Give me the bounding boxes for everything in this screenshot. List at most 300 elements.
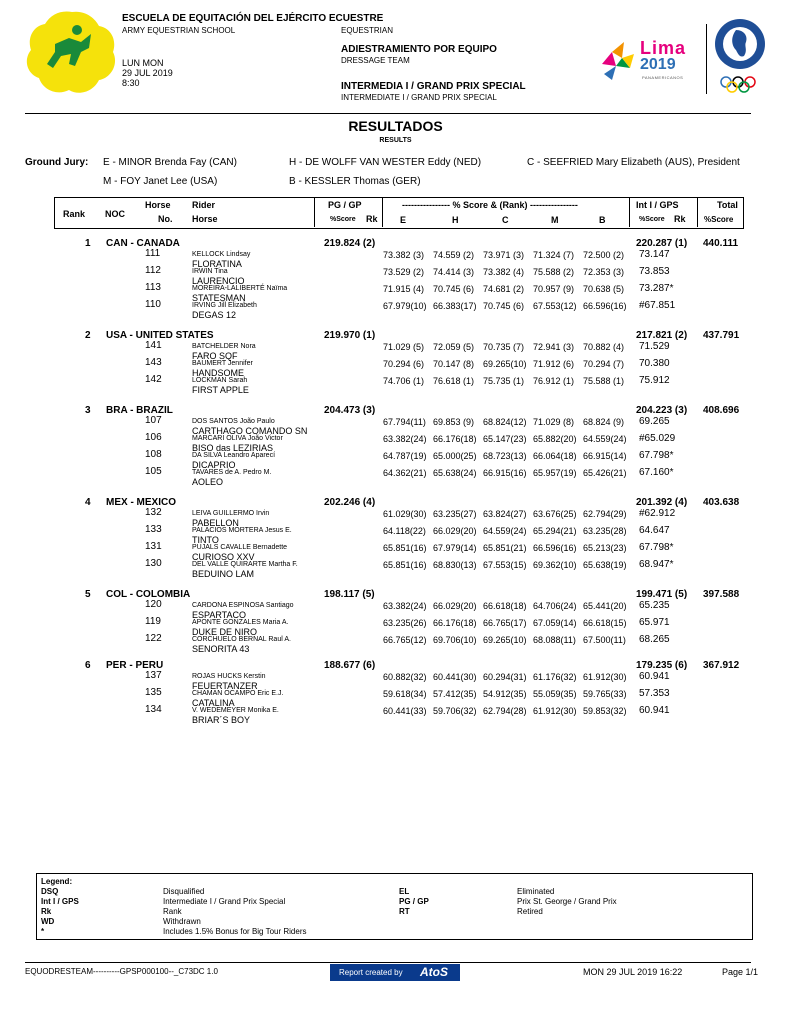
rider-name: PALACIOS MORTERA Jesus E.	[192, 527, 292, 534]
jury-c: C - SEEFRIED Mary Elizabeth (AUS), President	[527, 157, 740, 168]
judge-b-score: 62.794(29)	[583, 509, 627, 519]
horse-name: STATESMAN	[192, 293, 246, 303]
team-noc: BRA - BRAZIL	[106, 405, 173, 416]
horse-name: BEDUINO LAM	[192, 569, 255, 579]
rider-score: 75.912	[639, 375, 670, 386]
judge-m-score: 72.941 (3)	[533, 342, 575, 352]
page-title: RESULTADOS	[348, 118, 443, 134]
judge-e-score: 63.382(24)	[383, 601, 427, 611]
rider-score: 64.647	[639, 525, 670, 536]
team-intgps: 220.287 (1)	[636, 238, 688, 249]
judge-m-score: 61.912(30)	[533, 706, 577, 716]
horse-name: HANDSOME	[192, 368, 245, 378]
col-int-score: %Score	[639, 216, 665, 223]
footer-rule	[25, 962, 751, 963]
legend	[36, 873, 753, 940]
rider-row	[0, 374, 791, 395]
horse-name: FIRST APPLE	[192, 385, 249, 395]
org-title: ESCUELA DE EQUITACIÓN DEL EJÉRCITO ECUESTRE	[122, 13, 384, 24]
rider-row	[0, 633, 791, 654]
lima-sub: PANAMERICANOS	[642, 75, 684, 80]
col-total-score: %Score	[704, 215, 734, 224]
legend-desc: Withdrawn	[163, 917, 201, 926]
atos-badge	[330, 964, 460, 981]
judge-m-score: 76.912 (1)	[533, 376, 575, 386]
team-rank: 6	[85, 660, 91, 671]
judge-m-score: 65.882(20)	[533, 434, 577, 444]
judge-m-score: 71.324 (7)	[533, 250, 575, 260]
rider-name: V. WEDEMEYER Monika E.	[192, 707, 279, 714]
team-noc: MEX - MEXICO	[106, 497, 177, 508]
legend-desc: Rank	[163, 907, 182, 916]
judge-m-score: 55.059(35)	[533, 689, 577, 699]
col-c: C	[502, 215, 509, 225]
horse-number: 106	[145, 432, 162, 443]
team-rank: 1	[85, 238, 91, 249]
judge-c-score: 66.618(18)	[483, 601, 527, 611]
team-intgps: 217.821 (2)	[636, 330, 688, 341]
horse-name: DICAPRIO	[192, 460, 236, 470]
team-noc: COL - COLOMBIA	[106, 589, 191, 600]
rider-row	[0, 558, 791, 579]
legend-code: RT	[399, 907, 410, 916]
col-int-rk: Rk	[674, 214, 686, 224]
rider-name: CHAMAN OCAMPO Eric E.J.	[192, 690, 284, 697]
judge-b-score: 65.441(20)	[583, 601, 627, 611]
header-rule	[25, 113, 751, 114]
judge-e-score: 73.382 (3)	[383, 250, 425, 260]
judge-e-score: 71.029 (5)	[383, 342, 425, 352]
org-subtitle-2: EQUESTRIAN	[341, 26, 394, 35]
horse-number: 137	[145, 670, 162, 681]
judge-h-score: 68.830(13)	[433, 560, 477, 570]
team-total: 440.111	[703, 238, 739, 249]
col-noc: NOC	[105, 209, 125, 219]
horse-name: FEUERTANZER	[192, 681, 258, 691]
judge-e-score: 71.915 (4)	[383, 284, 425, 294]
rider-score: 67.160*	[639, 467, 674, 478]
report-created-label: Report created by	[339, 968, 403, 977]
footer-code: EQUODRESTEAM----------GPSP000100--_C73DC 1.0	[25, 967, 218, 976]
lima-wordmark: Lima	[640, 38, 687, 58]
footer-page: Page 1/1	[722, 967, 759, 977]
judge-h-score: 66.029(20)	[433, 601, 477, 611]
legend-code: WD	[41, 917, 55, 926]
team-pggp: 202.246 (4)	[324, 497, 376, 508]
horse-number: 133	[145, 524, 162, 535]
rider-score: 60.941	[639, 671, 670, 682]
jury-b: B - KESSLER Thomas (GER)	[289, 176, 421, 187]
col-rank: Rank	[63, 209, 86, 219]
judge-h-score: 65.000(25)	[433, 451, 477, 461]
judge-b-score: 65.426(21)	[583, 468, 627, 478]
page-subtitle: RESULTS	[379, 137, 412, 144]
judge-c-score: 65.851(21)	[483, 543, 527, 553]
judge-c-score: 75.735 (1)	[483, 376, 525, 386]
horse-name: FLORATINA	[192, 259, 242, 269]
horse-name: BISO das LEZIRIAS	[192, 443, 274, 453]
judge-h-score: 66.383(17)	[433, 301, 477, 311]
horse-number: 134	[145, 704, 162, 715]
team-pggp: 204.473 (3)	[324, 405, 376, 416]
rider-score: 65.971	[639, 617, 670, 628]
event-title: ADIESTRAMIENTO POR EQUIPO	[341, 44, 497, 55]
phase-title-en: INTERMEDIATE I / GRAND PRIX SPECIAL	[341, 93, 497, 102]
judge-m-score: 66.064(18)	[533, 451, 577, 461]
rider-name: CARDONA ESPINOSA Santiago	[192, 602, 294, 609]
horse-name: DUKE DE NIRO	[192, 627, 258, 637]
jury-m: M - FOY Janet Lee (USA)	[103, 176, 218, 187]
org-subtitle: ARMY EQUESTRIAN SCHOOL	[122, 26, 236, 35]
team-rank: 4	[85, 497, 91, 508]
horse-name: SENORITA 43	[192, 644, 250, 654]
judge-h-score: 69.853 (9)	[433, 417, 475, 427]
rider-row	[0, 507, 791, 528]
rider-score: 67.798*	[639, 542, 674, 553]
rider-row	[0, 670, 791, 691]
judge-c-score: 66.765(17)	[483, 618, 527, 628]
jury-label: Ground Jury:	[25, 157, 89, 168]
horse-name: CARTHAGO COMANDO SN	[192, 426, 308, 436]
horse-name: FARO SQF	[192, 351, 238, 361]
judge-b-score: 70.638 (5)	[583, 284, 625, 294]
rider-score: 68.947*	[639, 559, 674, 570]
rider-score: 68.265	[639, 634, 670, 645]
judge-c-score: 74.681 (2)	[483, 284, 525, 294]
horse-number: 119	[145, 616, 161, 627]
judge-b-score: 68.824 (9)	[583, 417, 625, 427]
legend-desc: Retired	[517, 907, 543, 916]
team-total: 437.791	[703, 330, 740, 341]
rider-name: IRVING Jill Elizabeth	[192, 302, 257, 309]
horse-number: 110	[145, 299, 161, 310]
judge-h-score: 76.618 (1)	[433, 376, 475, 386]
horse-name: DEGAS 12	[192, 310, 237, 320]
judge-b-score: 59.853(32)	[583, 706, 627, 716]
rider-row	[0, 687, 791, 708]
rider-score: 60.941	[639, 705, 670, 716]
judge-e-score: 60.441(33)	[383, 706, 427, 716]
legend-title: Legend:	[41, 877, 73, 886]
judge-e-score: 61.029(30)	[383, 509, 427, 519]
judge-m-score: 75.588 (2)	[533, 267, 575, 277]
judge-c-score: 68.723(13)	[483, 451, 527, 461]
judge-h-score: 65.638(24)	[433, 468, 477, 478]
rider-name: PUJALS CAVALLE Bernadette	[192, 544, 288, 551]
header-day: LUN MON	[122, 58, 164, 68]
rider-name: CORCHUELO BERNAL Raul A.	[192, 636, 291, 643]
rider-row	[0, 599, 791, 620]
rider-name: DEL VALLE QUIRARTE Martha F.	[192, 561, 298, 568]
judge-c-score: 73.382 (4)	[483, 267, 525, 277]
judge-c-score: 54.912(35)	[483, 689, 527, 699]
rider-score: 73.287*	[639, 283, 674, 294]
team-pggp: 198.117 (5)	[324, 589, 375, 600]
team-pggp: 219.970 (1)	[324, 330, 376, 341]
team-rank: 3	[85, 405, 91, 416]
judge-m-score: 68.088(11)	[533, 635, 576, 645]
team-noc: PER - PERU	[106, 660, 164, 671]
judge-h-score: 69.706(10)	[433, 635, 477, 645]
rider-name: DA SILVA Leandro Aparecí	[192, 452, 276, 459]
judge-m-score: 66.596(16)	[533, 543, 577, 553]
header-sep	[629, 197, 630, 227]
judge-e-score: 67.979(10)	[383, 301, 427, 311]
judge-c-score: 70.745 (6)	[483, 301, 525, 311]
judge-h-score: 70.147 (8)	[433, 359, 475, 369]
col-total: Total	[717, 200, 738, 210]
rider-row	[0, 248, 791, 269]
rider-score: #67.851	[639, 300, 676, 311]
judge-e-score: 64.118(22)	[383, 526, 426, 536]
judge-b-score: 65.213(23)	[583, 543, 627, 553]
judge-h-score: 66.176(18)	[433, 434, 477, 444]
judge-b-score: 66.915(14)	[583, 451, 627, 461]
rider-name: TAVARES de A. Pedro M.	[192, 469, 272, 476]
col-score-header: ---------------- % Score & (Rank) ----------------	[402, 200, 578, 210]
horse-number: 107	[145, 415, 162, 426]
legend-desc: Intermediate I / Grand Prix Special	[163, 897, 286, 906]
rider-score: 69.265	[639, 416, 670, 427]
horse-name: CURIOSO XXV	[192, 552, 255, 562]
horse-name: AOLEO	[192, 477, 224, 487]
col-horse-no-2: No.	[158, 214, 173, 224]
judge-h-score: 60.441(30)	[433, 672, 477, 682]
judge-h-score: 66.176(18)	[433, 618, 477, 628]
judge-h-score: 63.235(27)	[433, 509, 477, 519]
col-horse-no: Horse	[145, 200, 171, 210]
judge-b-score: 70.294 (7)	[583, 359, 625, 369]
judge-b-score: 75.588 (1)	[583, 376, 625, 386]
team-total: 408.696	[703, 405, 740, 416]
judge-e-score: 64.787(19)	[383, 451, 427, 461]
judge-h-score: 57.412(35)	[433, 689, 477, 699]
event-title-en: DRESSAGE TEAM	[341, 56, 410, 65]
rider-row	[0, 340, 791, 361]
judge-e-score: 73.529 (2)	[383, 267, 425, 277]
judge-c-score: 63.824(27)	[483, 509, 527, 519]
judge-m-score: 71.912 (6)	[533, 359, 575, 369]
horse-name: BRIAR´S BOY	[192, 715, 251, 725]
judge-e-score: 63.235(26)	[383, 618, 427, 628]
team-intgps: 179.235 (6)	[636, 660, 688, 671]
judge-h-score: 67.979(14)	[433, 543, 477, 553]
legend-desc: Includes 1.5% Bonus for Big Tour Riders	[163, 927, 307, 936]
judge-b-score: 70.882 (4)	[583, 342, 625, 352]
header-sep	[697, 197, 698, 227]
judge-c-score: 69.265(10)	[483, 635, 527, 645]
horse-number: 142	[145, 374, 162, 385]
judge-e-score: 66.765(12)	[383, 635, 427, 645]
col-pggp-score: %Score	[330, 216, 356, 223]
judge-b-score: 64.559(24)	[583, 434, 627, 444]
horse-name: PABELLON	[192, 518, 239, 528]
jury-h: H - DE WOLFF VAN WESTER Eddy (NED)	[289, 157, 482, 168]
team-rank: 2	[85, 330, 91, 341]
rider-score: #65.029	[639, 433, 676, 444]
judge-h-score: 59.706(32)	[433, 706, 477, 716]
legend-code: *	[41, 927, 45, 936]
team-total: 397.588	[703, 589, 740, 600]
team-intgps: 199.471 (5)	[636, 589, 688, 600]
rider-score: 57.353	[639, 688, 670, 699]
horse-name: ESPARTACO	[192, 610, 247, 620]
judge-h-score: 74.559 (2)	[433, 250, 475, 260]
judge-m-score: 67.059(14)	[533, 618, 577, 628]
rider-score: 73.147	[639, 249, 670, 260]
rider-name: BAUMERT Jennifer	[192, 360, 253, 367]
rider-name: KELLOCK Lindsay	[192, 251, 251, 258]
judge-m-score: 71.029 (8)	[533, 417, 575, 427]
horse-number: 130	[145, 558, 162, 569]
judge-c-score: 64.559(24)	[483, 526, 527, 536]
legend-desc: Eliminated	[517, 887, 555, 896]
panam-sports-logo	[710, 16, 770, 94]
team-pggp: 219.824 (2)	[324, 238, 376, 249]
col-m: M	[551, 215, 559, 225]
horse-number: 135	[145, 687, 162, 698]
rider-score: 65.235	[639, 600, 670, 611]
judge-m-score: 67.553(12)	[533, 301, 577, 311]
horse-number: 132	[145, 507, 162, 518]
horse-number: 105	[145, 466, 162, 477]
lima-2019-logo	[594, 34, 704, 86]
rider-name: IRWIN Tina	[192, 268, 228, 275]
rider-row	[0, 357, 791, 378]
team-noc: USA - UNITED STATES	[106, 330, 214, 341]
judge-c-score: 70.735 (7)	[483, 342, 525, 352]
judge-b-score: 61.912(30)	[583, 672, 627, 682]
school-logo	[25, 8, 120, 96]
footer-datetime: MON 29 JUL 2019 16:22	[583, 967, 683, 977]
judge-e-score: 65.851(16)	[383, 543, 427, 553]
horse-number: 122	[145, 633, 162, 644]
judge-b-score: 67.500(11)	[583, 635, 626, 645]
col-h: H	[452, 215, 459, 225]
rider-name: LEIVA GUILLERMO Irvin	[192, 510, 270, 517]
atos-logo: AtoS	[420, 965, 448, 979]
rider-score: 70.380	[639, 358, 670, 369]
judge-c-score: 69.265(10)	[483, 359, 527, 369]
col-rider: Rider	[192, 200, 216, 210]
horse-number: 108	[145, 449, 162, 460]
legend-code: PG / GP	[399, 897, 429, 906]
rider-name: APONTE GONZALES Maria A.	[192, 619, 289, 626]
rider-name: MOREIRA-LALIBERTÉ Naïma	[192, 285, 288, 292]
horse-number: 113	[145, 282, 161, 293]
horse-number: 131	[145, 541, 162, 552]
rider-score: 71.529	[639, 341, 670, 352]
team-noc: CAN - CANADA	[106, 238, 180, 249]
header-divider	[706, 24, 707, 94]
jury-e: E - MINOR Brenda Fay (CAN)	[103, 157, 237, 168]
judge-m-score: 65.957(19)	[533, 468, 577, 478]
phase-title: INTERMEDIA I / GRAND PRIX SPECIAL	[341, 81, 526, 92]
rider-score: #62.912	[639, 508, 676, 519]
rider-row	[0, 704, 791, 725]
judge-b-score: 72.500 (2)	[583, 250, 625, 260]
rider-name: LOCKMAN Sarah	[192, 377, 248, 384]
judge-m-score: 64.706(24)	[533, 601, 577, 611]
judge-c-score: 65.147(23)	[483, 434, 527, 444]
rider-name: DOS SANTOS João Paulo	[192, 418, 275, 425]
rider-name: ROJAS HUCKS Kerstin	[192, 673, 266, 680]
judge-b-score: 66.596(16)	[583, 301, 627, 311]
legend-code: Rk	[41, 907, 52, 916]
judge-c-score: 60.294(31)	[483, 672, 527, 682]
judge-e-score: 64.362(21)	[383, 468, 427, 478]
judge-c-score: 62.794(28)	[483, 706, 527, 716]
legend-desc: Disqualified	[163, 887, 205, 896]
legend-code: Int I / GPS	[41, 897, 79, 906]
judge-b-score: 63.235(28)	[583, 526, 627, 536]
col-e: E	[400, 215, 407, 225]
judge-b-score: 72.353 (3)	[583, 267, 625, 277]
judge-e-score: 60.882(32)	[383, 672, 427, 682]
judge-e-score: 63.382(24)	[383, 434, 427, 444]
team-pggp: 188.677 (6)	[324, 660, 376, 671]
horse-name: LAURENCIO	[192, 276, 245, 286]
horse-number: 120	[145, 599, 162, 610]
judge-b-score: 59.765(33)	[583, 689, 627, 699]
col-intgps: Int I / GPS	[636, 200, 679, 210]
team-total: 367.912	[703, 660, 740, 671]
team-total: 403.638	[703, 497, 740, 508]
judge-m-score: 65.294(21)	[533, 526, 577, 536]
rider-row	[0, 616, 791, 637]
horse-number: 112	[145, 265, 161, 276]
judge-h-score: 70.745 (6)	[433, 284, 475, 294]
header-time: 8:30	[122, 78, 140, 88]
judge-h-score: 66.029(20)	[433, 526, 477, 536]
col-pggp: PG / GP	[328, 200, 362, 210]
header-sep	[314, 197, 315, 227]
col-b: B	[599, 215, 606, 225]
judge-c-score: 66.915(16)	[483, 468, 527, 478]
judge-m-score: 69.362(10)	[533, 560, 577, 570]
horse-number: 141	[145, 340, 162, 351]
rider-score: 67.798*	[639, 450, 674, 461]
judge-e-score: 74.706 (1)	[383, 376, 425, 386]
judge-h-score: 72.059 (5)	[433, 342, 475, 352]
rider-score: 73.853	[639, 266, 670, 277]
judge-e-score: 70.294 (6)	[383, 359, 425, 369]
legend-desc: Prix St. George / Grand Prix	[517, 897, 617, 906]
judge-b-score: 66.618(15)	[583, 618, 627, 628]
lima-year: 2019	[640, 56, 676, 73]
header-sep	[382, 197, 383, 227]
judge-m-score: 63.676(25)	[533, 509, 577, 519]
team-rank: 5	[85, 589, 91, 600]
judge-m-score: 61.176(32)	[533, 672, 577, 682]
judge-e-score: 59.618(34)	[383, 689, 427, 699]
judge-b-score: 65.638(19)	[583, 560, 627, 570]
judge-c-score: 68.824(12)	[483, 417, 527, 427]
header-date: 29 JUL 2019	[122, 68, 173, 78]
judge-e-score: 65.851(16)	[383, 560, 427, 570]
judge-c-score: 73.971 (3)	[483, 250, 525, 260]
legend-code: EL	[399, 887, 410, 896]
rider-row	[0, 466, 791, 487]
rider-row	[0, 299, 791, 320]
horse-number: 143	[145, 357, 162, 368]
judge-h-score: 74.414 (3)	[433, 267, 475, 277]
horse-name: TINTO	[192, 535, 219, 545]
judge-m-score: 70.957 (9)	[533, 284, 575, 294]
legend-code: DSQ	[41, 887, 59, 896]
horse-number: 111	[145, 248, 161, 259]
judge-e-score: 67.794(11)	[383, 417, 426, 427]
